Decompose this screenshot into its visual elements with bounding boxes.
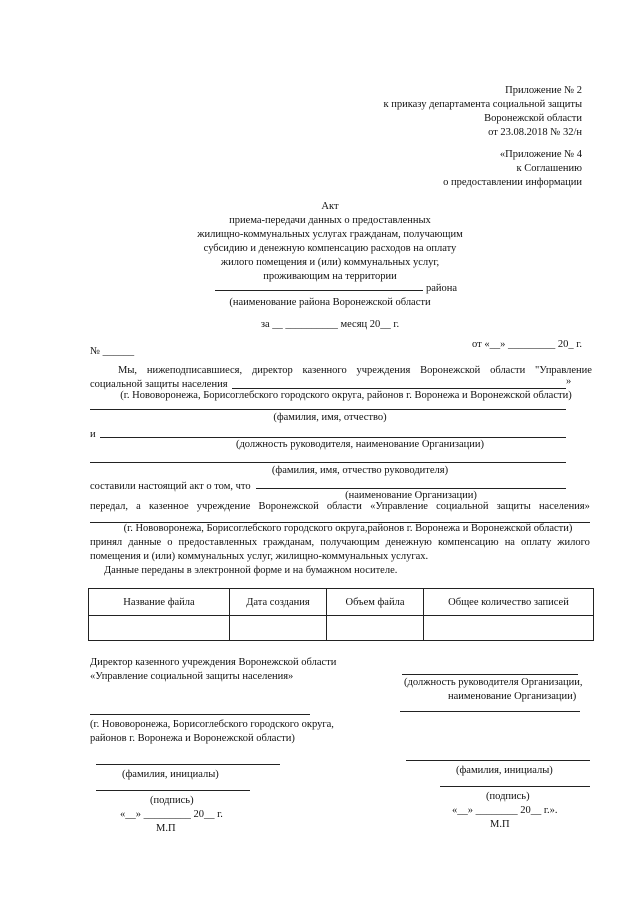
- left-city-blank: [90, 714, 310, 715]
- right-position-caption-2: наименование Организации): [448, 691, 577, 702]
- left-signer-org: «Управление социальной защиты населения»: [90, 671, 294, 682]
- cell-file-name: [89, 616, 230, 641]
- document-title: Акт: [321, 201, 339, 212]
- agreement-line2: к Соглашению: [516, 163, 582, 174]
- title-line4: субсидию и денежную компенсацию расходов на оплату: [203, 243, 457, 254]
- org-caption: (наименование Организации): [345, 490, 477, 501]
- left-fio-blank: [96, 764, 280, 765]
- fio-blank-2: [90, 462, 566, 463]
- title-line3: жилищно-коммунальных услугах гражданам, получающим: [197, 229, 463, 240]
- fio-caption-2: (фамилия, имя, отчество руководителя): [271, 465, 449, 476]
- right-sign-blank: [440, 786, 590, 787]
- department-quote: »: [566, 376, 572, 387]
- transfer-line: передал, а казенное учреждение Воронежской области «Управление социальной защиты населения»: [90, 501, 590, 512]
- act-date: от «__» _________ 20_ г.: [472, 339, 582, 350]
- column-file-size: Объем файла: [327, 589, 424, 616]
- column-file-name: Название файла: [89, 589, 230, 616]
- act-statement: составили настоящий акт о том, что: [90, 481, 251, 492]
- column-created-date: Дата создания: [230, 589, 327, 616]
- left-stamp: М.П: [156, 823, 176, 834]
- files-table: [88, 588, 594, 641]
- intro-line1: Мы, нижеподписавшиеся, директор казенного учреждения Воронежской области "Управление: [118, 365, 592, 376]
- cell-records-count: [424, 616, 594, 641]
- right-position-blank: [402, 674, 578, 675]
- left-date: «__» _________ 20__ г.: [120, 809, 223, 820]
- data-sent-line: Данные переданы в электронной форме и на бумажном носителе.: [104, 565, 398, 576]
- column-records-count: Общее количество записей: [424, 589, 594, 616]
- district-caption: (наименование района Воронежской области: [229, 297, 431, 308]
- left-sign-blank: [96, 790, 250, 791]
- fio-caption-1: (фамилия, имя, отчество): [273, 412, 387, 423]
- right-fio-caption: (фамилия, инициалы): [456, 765, 553, 776]
- appendix-order-line: к приказу департамента социальной защиты: [383, 99, 582, 110]
- title-line2: приема-передачи данных о предоставленных: [229, 215, 431, 226]
- table-header-row: [89, 589, 594, 616]
- city-caption-1: (г. Нововоронежа, Борисоглебского городского округа, районов г. Воронежа и Воронежской области): [120, 390, 572, 401]
- period-line: за __ __________ месяц 20__ г.: [260, 319, 400, 330]
- act-number: № ______: [90, 346, 135, 357]
- title-line6: проживающим на территории: [263, 271, 397, 282]
- right-fio-blank: [406, 760, 590, 761]
- accepted-line2: помещения и (или) коммунальных услуг, жилищно-коммунальных услугах.: [90, 551, 429, 562]
- appendix-title: Приложение № 2: [505, 85, 582, 96]
- right-stamp: М.П: [490, 819, 510, 830]
- right-date: «__» ________ 20__ г.».: [452, 805, 558, 816]
- intro-line2: социальной защиты населения: [90, 379, 228, 390]
- appendix-date-line: от 23.08.2018 № 32/н: [488, 127, 582, 138]
- table-row: [89, 616, 594, 641]
- left-city-caption-2: районов г. Воронежа и Воронежской области): [90, 733, 295, 744]
- position-caption: (должность руководителя, наименование Организации): [235, 439, 485, 450]
- left-sign-caption: (подпись): [150, 795, 194, 806]
- fio-blank-1: [90, 409, 566, 410]
- district-blank: [215, 290, 423, 291]
- title-line5: жилого помещения и (или) коммунальных услуг,: [220, 257, 440, 268]
- agreement-title: «Приложение № 4: [499, 149, 582, 160]
- accepted-line1: принял данные о предоставленных гражданам, получающим денежную компенсацию на оплату жилого: [90, 537, 590, 548]
- city-caption-2: (г. Нововоронежа, Борисоглебского городского округа,районов г. Воронежа и Воронежской области): [123, 523, 573, 534]
- left-fio-caption: (фамилия, инициалы): [122, 769, 219, 780]
- appendix-region-line: Воронежской области: [484, 113, 582, 124]
- cell-file-size: [327, 616, 424, 641]
- cell-created-date: [230, 616, 327, 641]
- agreement-line3: о предоставлении информации: [443, 177, 582, 188]
- right-position-blank-2: [400, 711, 580, 712]
- right-sign-caption: (подпись): [486, 791, 530, 802]
- left-city-caption-1: (г. Нововоронежа, Борисоглебского городского округа,: [90, 719, 334, 730]
- and-label: и: [90, 429, 96, 440]
- district-suffix: района: [426, 283, 458, 294]
- left-signer-title: Директор казенного учреждения Воронежской области: [90, 657, 337, 668]
- right-position-caption-1: (должность руководителя Организации,: [404, 677, 583, 688]
